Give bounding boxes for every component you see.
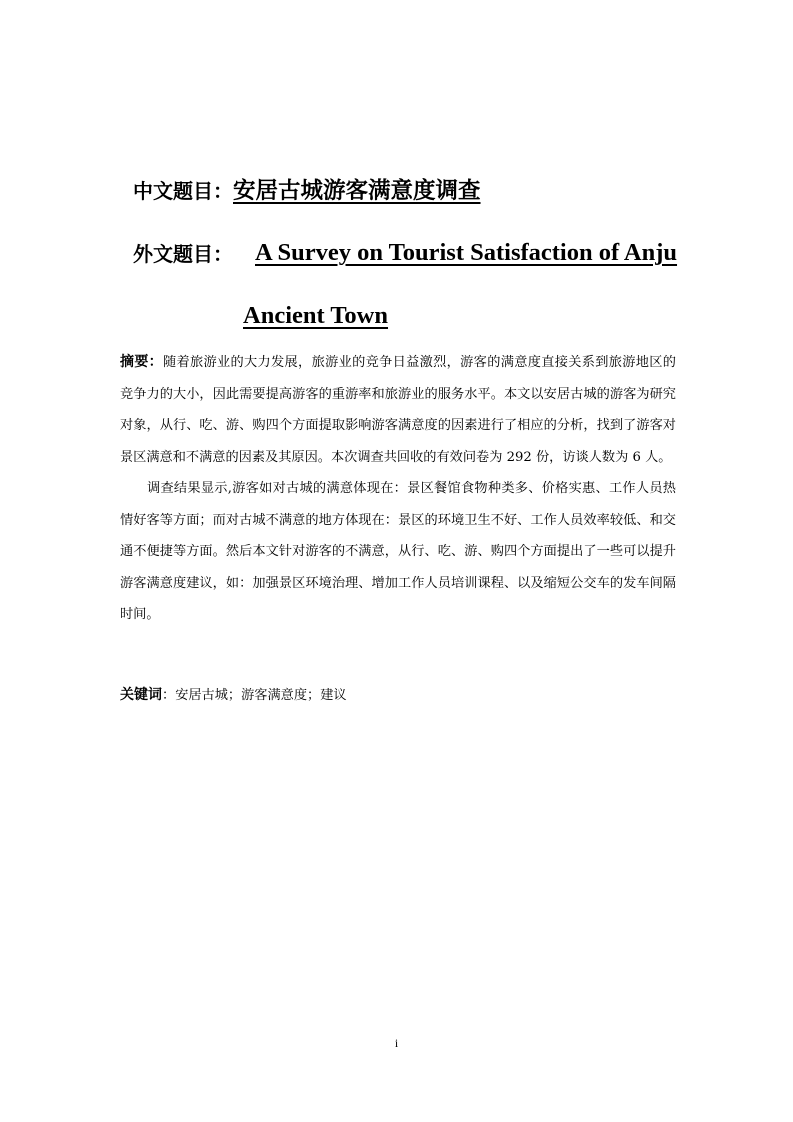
abstract-section [120,347,676,631]
keywords-value: 安居古城；游客满意度；建议 [175,688,347,703]
foreign-title-label: 外文题目： [133,242,233,266]
keywords-heading: 关键词 [120,687,162,703]
keywords-colon: ： [162,688,176,703]
abstract-paragraph-1 [120,347,676,473]
chinese-title [133,174,481,208]
foreign-title-line1: A Survey on Tourist Satisfaction of Anju [255,239,678,266]
foreign-title-line2: Ancient Town [243,302,389,329]
keywords-line [120,680,347,711]
page-number: i [394,1036,399,1050]
abstract-paragraph-2: 调查结果显示,游客如对古城的满意体现在：景区餐馆食物种类多、价格实惠、工作人员热情好客等方面；而对古城不满意的地方体现在：景区的环境卫生不好、工作人员效率较低、和交通不便捷等方面。然后本文针对游客的不满意，从行、吃、游、购四个方面提出了一些可以提升游客满意度建议，如：加强景区环境治理、增加工作人员培训课程、以及缩短公交车的发车间隔时间。 [120,481,676,622]
chinese-title-label: 中文题目： [133,179,233,203]
chinese-title-value: 安居古城游客满意度调查 [233,178,481,204]
abstract-heading: 摘要： [120,354,163,370]
abstract-text-1: 随着旅游业的大力发展，旅游业的竞争日益激烈，游客的满意度直接关系到旅游地区的竞争力的大小，因此需要提高游客的重游率和旅游业的服务水平。本文以安居古城的游客为研究对象，从行、吃、游、购四个方面提取影响游客满意度的因素进行了相应的分析，找到了游客对景区满意和不满意的因素及其原因。本次调查共回收的有效问卷为 292 份，访谈人数为 6 人。 [120,355,676,465]
